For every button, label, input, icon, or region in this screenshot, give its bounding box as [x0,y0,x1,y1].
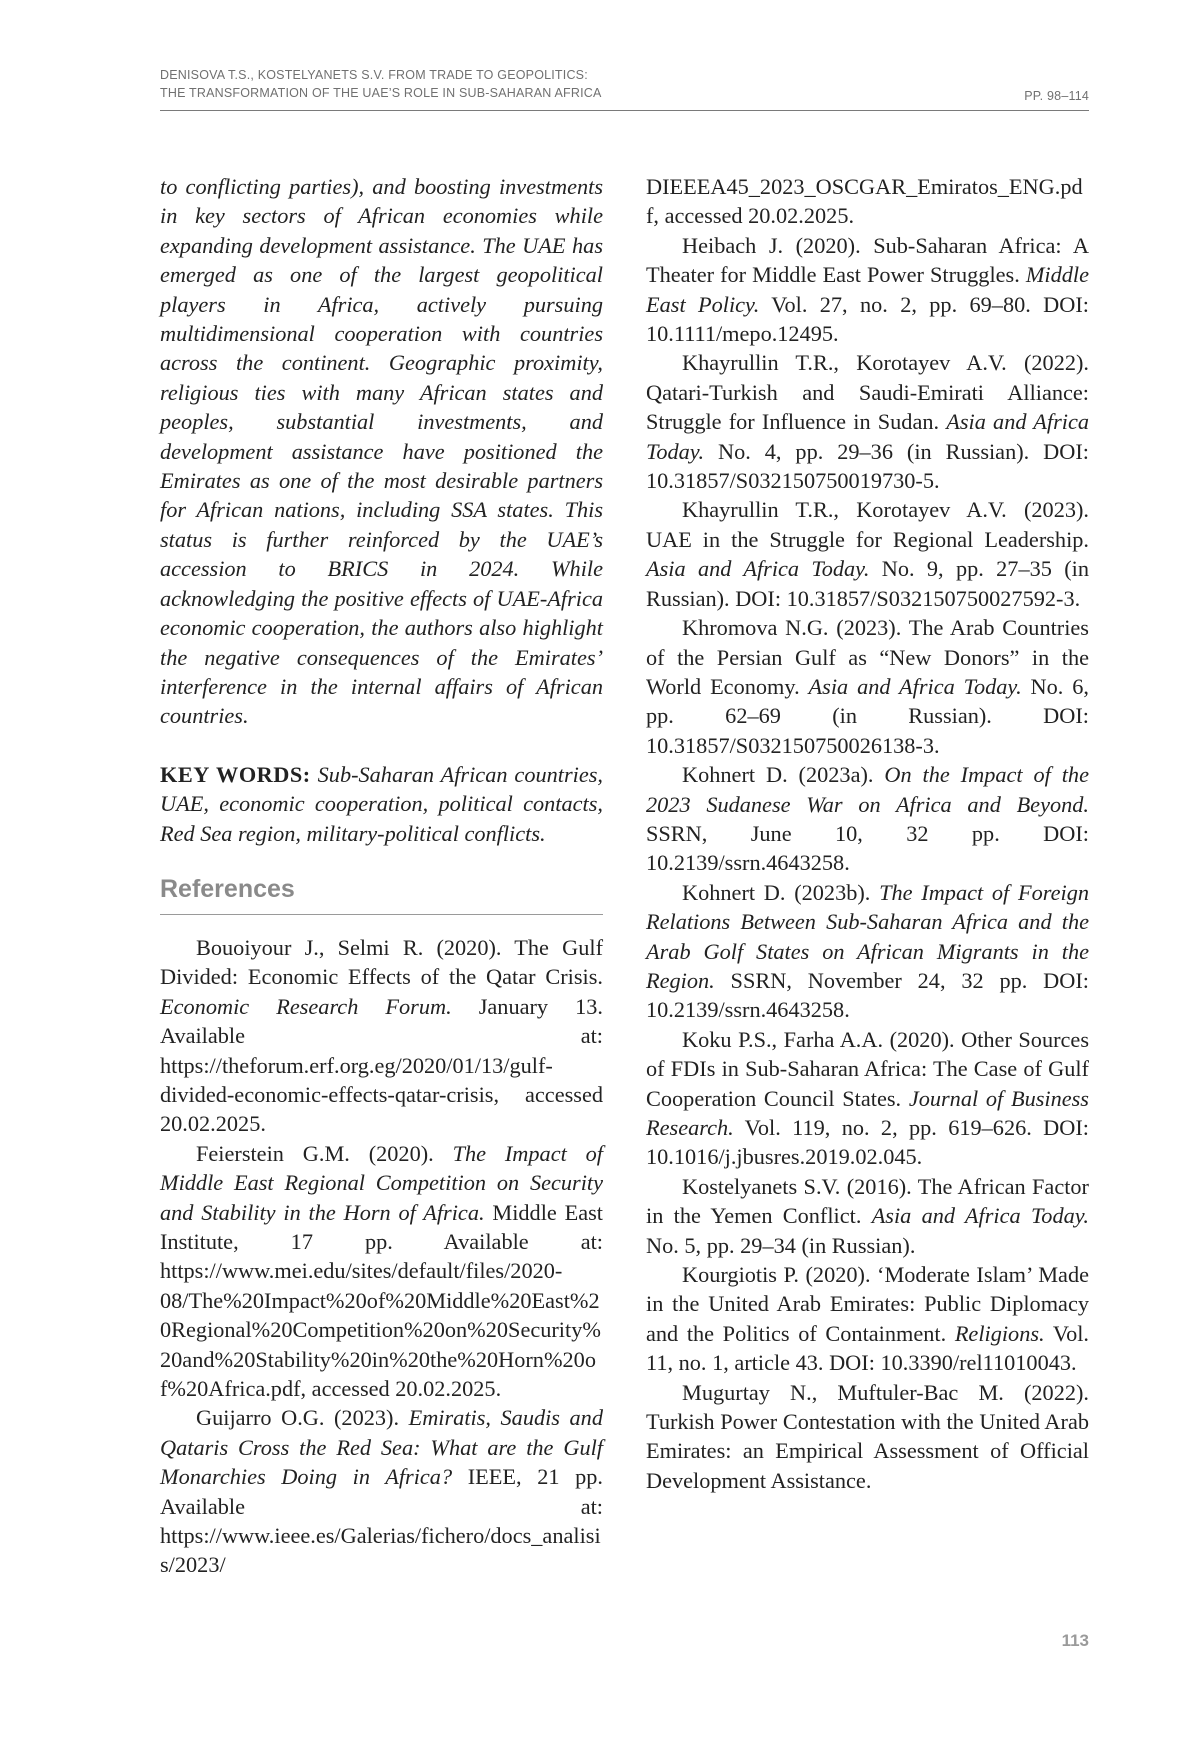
reference-item: Khayrullin T.R., Korotayev A.V. (2022). Qatari-Turkish and Saudi-Emirati Alliance: Struggle for Influence in Sudan. Asia and Africa Today. No. 4, pp. 29–36 (in Russian). DOI: 10.31857/S032150750019730-5. [646,350,1090,494]
reference-item: Mugurtay N., Muftuler-Bac M. (2022). Turkish Power Contestation with the United Arab Emirates: an Empirical Assessment of Official Development Assistance. [646,1379,1089,1493]
reference-item: Feierstein G.M. (2020). The Impact of Middle East Regional Competition on Security and Stability in the Horn of Africa. Middle East Institute, 17 pp. Available at: https://www.mei.edu/sites/default/files/2020-08/The%20Impact%20of%20Middle%20East%20Regional%20Competition%20on%20Security%20and%20Stability%20in%20the%20Horn%20of%20Africa.pdf, accessed 20.02.2025. [160,1140,603,1402]
references-heading: References [160,874,603,915]
right-column [646,172,1089,1495]
references-list-left [160,933,603,1580]
reference-item: Kourgiotis P. (2020). ‘Moderate Islam’ Made in the United Arab Emirates: Public Diplomacy and the Politics of Containment. Religions. Vol. 11, no. 1, article 43. DOI: 10.3390/rel11010043. [646,1262,1089,1376]
header-line-2: THE TRANSFORMATION OF THE UAE’S ROLE IN SUB-SAHARAN AFRICA [160,86,602,100]
header-title [160,66,602,102]
abstract-text: to conflicting parties), and boosting investments in key sectors of African economies while expanding development assistance. The UAE has emerged as one of the largest geopolitical players in Africa, actively pursuing multidimensional cooperation with countries across the continent. Geographic proximity, religious ties with many African states and peoples, substantial investments, and development assistance have positioned the Emirates as one of the most desirable partners for African nations, including SSA states. This status is further reinforced by the UAE’s accession to BRICS in 2024. While acknowledging the positive effects of UAE-Africa economic cooperation, the authors also highlight the negative consequences of the Emirates’ interference in the internal affairs of African countries. [160,174,603,729]
keywords-label: KEY WORDS: [160,761,311,787]
reference-item: Kostelyanets S.V. (2016). The African Factor in the Yemen Conflict. Asia and Africa Today. No. 5, pp. 29–34 (in Russian). [646,1173,1089,1258]
keywords [160,760,603,848]
page-number: 113 [1061,1631,1089,1650]
reference-item: Guijarro O.G. (2023). Emiratis, Saudis and Qataris Cross the Red Sea: What are the Gulf Monarchies Doing in Africa? IEEE, 21 pp. Available at: https://www.ieee.es/Galerias/fichero/docs_analisis/2023/ [160,1405,603,1578]
reference-item: Khayrullin T.R., Korotayev A.V. (2023). UAE in the Struggle for Regional Leadership. Asia and Africa Today. No. 9, pp. 27–35 (in Russian). DOI: 10.31857/S032150750027592-3. [646,497,1089,611]
left-column [160,172,603,1580]
reference-item: Koku P.S., Farha A.A. (2020). Other Sources of FDIs in Sub-Saharan Africa: The Case of Gulf Cooperation Council States. Journal of Business Research. Vol. 119, no. 2, pp. 619–626. DOI: 10.1016/j.jbusres.2019.02.045. [646,1026,1089,1170]
keywords-text: Sub-Saharan African countries, UAE, economic cooperation, political contacts, Red Sea region, military-political conflicts. [160,761,603,846]
reference-item: Kohnert D. (2023a). On the Impact of the 2023 Sudanese War on Africa and Beyond. SSRN, June 10, 32 pp. DOI: 10.2139/ssrn.4643258. [646,762,1089,876]
reference-item: Khromova N.G. (2023). The Arab Countries of the Persian Gulf as “New Donors” in the World Economy. Asia and Africa Today. No. 6, pp. 62–69 (in Russian). DOI: 10.31857/S032150750026138-3. [646,615,1089,758]
reference-continuation: DIEEEA45_2023_OSCGAR_Emiratos_ENG.pdf, accessed 20.02.2025. [646,174,1083,229]
header-pages: PP. 98–114 [1024,89,1089,103]
reference-item: Bouoiyour J., Selmi R. (2020). The Gulf Divided: Economic Effects of the Qatar Crisis. Economic Research Forum. January 13. Available at: https://theforum.erf.org.eg/2020/01/13/gulf-divided-economic-effects-qatar-crisis, accessed 20.02.2025. [160,934,603,1137]
reference-item: Heibach J. (2020). Sub-Saharan Africa: A Theater for Middle East Power Struggles. Middle East Policy. Vol. 27, no. 2, pp. 69–80. DOI: 10.1111/mepo.12495. [646,232,1089,347]
running-header [160,66,1089,111]
reference-item: Kohnert D. (2023b). The Impact of Foreign Relations Between Sub-Saharan Africa and the Arab Golf States on African Migrants in the Region. SSRN, November 24, 32 pp. DOI: 10.2139/ssrn.4643258. [646,879,1089,1023]
header-line-1: DENISOVA T.S., KOSTELYANETS S.V. FROM TRADE TO GEOPOLITICS: [160,68,588,82]
